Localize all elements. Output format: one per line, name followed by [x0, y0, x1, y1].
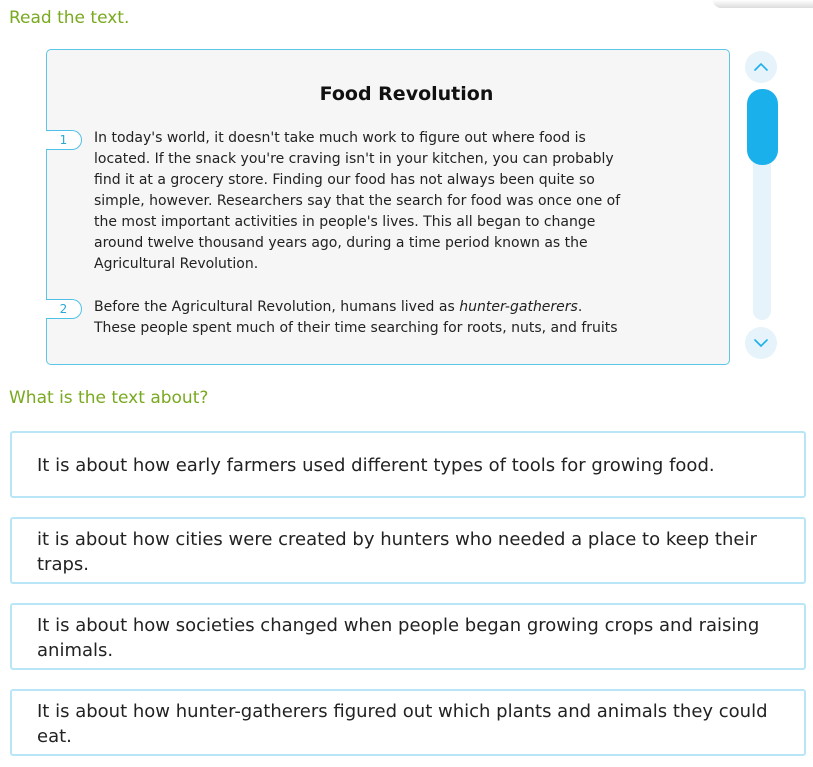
- answer-choice-text: It is about how hunter-gatherers figured out which plants and animals they could eat.: [37, 701, 768, 747]
- paragraph-line: the most important activities in people's lives. This all began to change: [94, 214, 596, 230]
- paragraph-line: [94, 297, 704, 318]
- instruction-text: Read the text.: [9, 8, 130, 28]
- paragraph-text: Before the Agricultural Revolution, humans lived as: [94, 299, 460, 315]
- answer-choice[interactable]: [10, 689, 806, 756]
- paragraph-line: These people spent much of their time searching for roots, nuts, and fruits: [94, 320, 618, 336]
- passage-content: [0, 0, 813, 342]
- paragraph-line: located. If the snack you're craving isn't in your kitchen, you can probably: [94, 151, 614, 167]
- paragraph-1: [94, 128, 704, 275]
- scroll-down-button[interactable]: [745, 327, 777, 359]
- scroll-up-button[interactable]: [745, 51, 777, 83]
- answer-choice-text: it is about how cities were created by hunters who needed a place to keep their traps.: [37, 529, 757, 575]
- paragraph-number: 2: [46, 299, 82, 319]
- passage-title: Food Revolution: [319, 83, 494, 105]
- answer-choice[interactable]: [10, 517, 806, 584]
- paragraph-line: find it at a grocery store. Finding our food has not always been quite so: [94, 172, 595, 188]
- question-text: What is the text about?: [9, 388, 209, 408]
- answer-choice-text: It is about how early farmers used different types of tools for growing food.: [37, 455, 715, 476]
- chevron-up-icon: [753, 62, 769, 72]
- paragraph-line: In today's world, it doesn't take much work to figure out where food is: [94, 130, 586, 146]
- paragraph-2: [94, 297, 704, 339]
- paragraph-text: .: [577, 299, 583, 315]
- scrollbar-thumb[interactable]: [747, 89, 778, 165]
- paragraph-number: 1: [46, 130, 82, 150]
- paragraph-line: around twelve thousand years ago, during a time period known as the: [94, 235, 588, 251]
- answer-choice[interactable]: [10, 603, 806, 670]
- answer-choice-text: It is about how societies changed when people began growing crops and raising animals.: [37, 615, 760, 661]
- paragraph-line: simple, however. Researchers say that the search for food was once one of: [94, 193, 621, 209]
- answer-choice[interactable]: [10, 431, 806, 498]
- paragraph-line: Agricultural Revolution.: [94, 256, 259, 272]
- chevron-down-icon: [753, 338, 769, 348]
- glossary-term: hunter-gatherers: [459, 299, 578, 315]
